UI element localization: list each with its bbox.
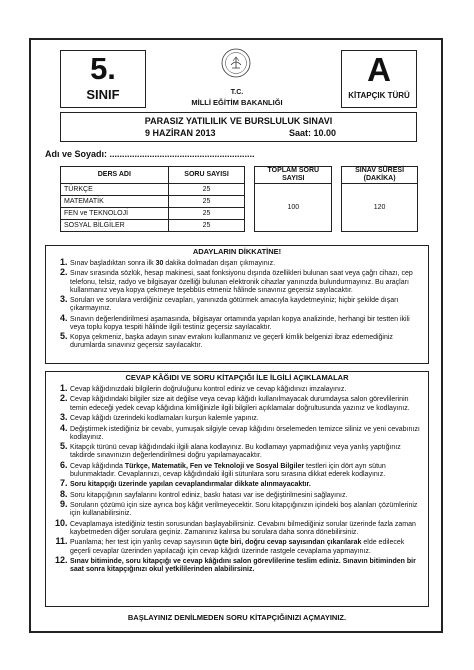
instructions-list [46, 384, 428, 574]
col-header-question-count: SORU SAYISI [168, 167, 245, 184]
list-item: 3. Soruları ve sorulara verdiğiniz cevapları, yanınızda götürmek amacıyla kaydetmeyiniz; hiçbir şekilde dışarı çıkarmayınız. [70, 295, 422, 313]
list-item: 4. Değiştirmek istediğiniz bir cevabı, yumuşak silgiyle cevap kâğıdını örselemeden temizce siliniz ve yeni cevabınızı kodlayınız. [70, 424, 422, 442]
question-count: 25 [168, 208, 245, 220]
exam-title: PARASIZ YATILILIK VE BURSLULUK SINAVI [144, 116, 333, 126]
col-header-total-questions: TOPLAM SORU SAYISI [255, 167, 332, 184]
table-row [61, 184, 418, 196]
exam-title-box [60, 112, 417, 142]
list-item: 7. Soru kitapçığı üzerinde yapılan cevaplandırmalar dikkate alınmayacaktır. [70, 479, 422, 489]
list-item: 11. Puanlama; her test için yanlış cevap sayısının üçte biri, doğru cevap sayısından çıkarılarak elde edilecek geçerli cevaplar üzerinden yapılacağı için cevap kâğıdı üzerinde rastgele cevaplama yapmayınız. [70, 537, 422, 555]
list-item: 2. Sınav sırasında sözlük, hesap makinesi, saat fonksiyonu dışında özellikleri bulunan saat veya çağrı cihazı, cep telefonu, telsiz, radyo ve bilgisayar özelliği bulunan elektronik cihazlar yanınızda bulundurmayınız. Bu araçları kullanmanız veya kopya çekmeye teşebbüs etmeniz hâlinde sınavınız geçersiz sayılacaktır. [70, 268, 422, 294]
list-item: 8. Soru kitapçığının sayfalarını kontrol ediniz, baskı hatası var ise değiştirilmesini sağlayınız. [70, 490, 422, 500]
subject-name: TÜRKÇE [61, 184, 169, 196]
country-label: T.C. [230, 89, 244, 96]
instructions-title: CEVAP KÂĞIDI VE SORU KİTAPÇIĞI İLE İLGİLİ AÇIKLAMALAR [125, 373, 349, 382]
list-item: 10. Cevaplamaya istediğiniz testin sorusundan başlayabilirsiniz. Cevabını bilmediğiniz sorular üzerinde fazla zaman kaybetmeden diğer sorulara geçiniz. Zamanınız kalırsa bu sorulara daha sonra dönebilirsiniz. [70, 519, 422, 537]
instructions-box [45, 371, 429, 607]
warnings-title: ADAYLARIN DİKKATİNE! [192, 247, 282, 256]
grade-number: 5. [90, 51, 116, 86]
list-item: 1. Sınav başladıktan sonra ilk 30 dakika dolmadan dışarı çıkmayınız. [70, 258, 422, 268]
grade-box [60, 50, 146, 108]
ministry-name: MİLLİ EĞİTİM BAKANLIĞI [191, 98, 283, 107]
student-name-field[interactable]: Adı ve Soyadı: .......................................................... [45, 149, 255, 159]
subjects-table [60, 166, 418, 232]
ministry-seal-icon [221, 48, 251, 78]
total-questions: 100 [255, 184, 332, 232]
exam-time: Saat: 10.00 [289, 128, 337, 138]
list-item: 5. Kopya çekmeniz, başka adayın sınav evrakını kullanmanız ve geçerli kimlik belgenizi ibraz edemediğiniz durumlarda sınavınız geçersiz sayılacaktır. [70, 332, 422, 350]
question-count: 25 [168, 184, 245, 196]
list-item: 4. Sınavın değerlendirilmesi aşamasında, bilgisayar ortamında yapılan kopya analizinde, herhangi bir testten ikili veya toplu kopya tespiti hâlinde ilgili testiniz geçersiz sayılacaktır. [70, 314, 422, 332]
subject-name: FEN ve TEKNOLOJİ [61, 208, 169, 220]
booklet-label: KİTAPÇIK TÜRÜ [348, 91, 410, 100]
booklet-type-box [341, 50, 417, 108]
subject-name: SOSYAL BİLGİLER [61, 220, 169, 232]
exam-duration: 120 [342, 184, 418, 232]
col-header-duration: SINAV SÜRESİ (DAKİKA) [342, 167, 418, 184]
list-item: 3. Cevap kâğıdı üzerindeki kodlamaları kurşun kalemle yapınız. [70, 413, 422, 423]
warnings-list [46, 258, 428, 351]
grade-label: SINIF [86, 87, 120, 102]
booklet-letter: A [367, 51, 391, 88]
question-count: 25 [168, 196, 245, 208]
candidate-warnings-box [45, 245, 429, 364]
exam-date: 9 HAZİRAN 2013 [145, 128, 216, 138]
list-item: 6. Cevap kâğıdında Türkçe, Matematik, Fen ve Teknoloji ve Sosyal Bilgiler testleri için dört ayrı sütun bulunmaktadır. Cevaplarınızı, cevap kâğıdındaki ilgili sütunlara soru sırasına dikkat ederek kodlayınız. [70, 461, 422, 479]
list-item: 1. Cevap kâğıdınızdaki bilgilerin doğruluğunu kontrol ediniz ve cevap kâğıdınızı imzalayınız. [70, 384, 422, 394]
list-item: 9. Soruların çözümü için size ayrıca boş kâğıt verilmeyecektir. Soru kitapçığınızın içindeki boş alanları çözümleriniz için kullanabilirsiniz. [70, 500, 422, 518]
list-item: 5. Kitapçık türünü cevap kâğıdındaki ilgili alana kodlayınız. Bu kodlamayı yapmadığınız veya yanlış yaptığınız takdirde sınavınızın değerlendirilmesi doğru yapılamayacaktır. [70, 442, 422, 460]
list-item: 12. Sınav bitiminde, soru kitapçığı ve cevap kâğıdını salon görevlilerine teslim ediniz. Sınavın bitiminden bir saat sonra kitapçığınızı okul yetkililerinden alabilirsiniz. [70, 556, 422, 574]
list-item: 2. Cevap kâğıdındaki bilgiler size ait değilse veya cevap kâğıdı kullanılmayacak durumdaysa salon görevlilerinin temin edeceği yedek cevap kâğıdına kimliğinizle ilgili bilgileri açıklamalar doğrultusunda yazınız ve kodlayınız. [70, 394, 422, 412]
subject-name: MATEMATİK [61, 196, 169, 208]
col-header-subject: DERS ADI [61, 167, 169, 184]
question-count: 25 [168, 220, 245, 232]
footer-warning: BAŞLAYINIZ DENİLMEDEN SORU KİTAPÇIĞINIZI AÇMAYINIZ. [127, 613, 347, 622]
